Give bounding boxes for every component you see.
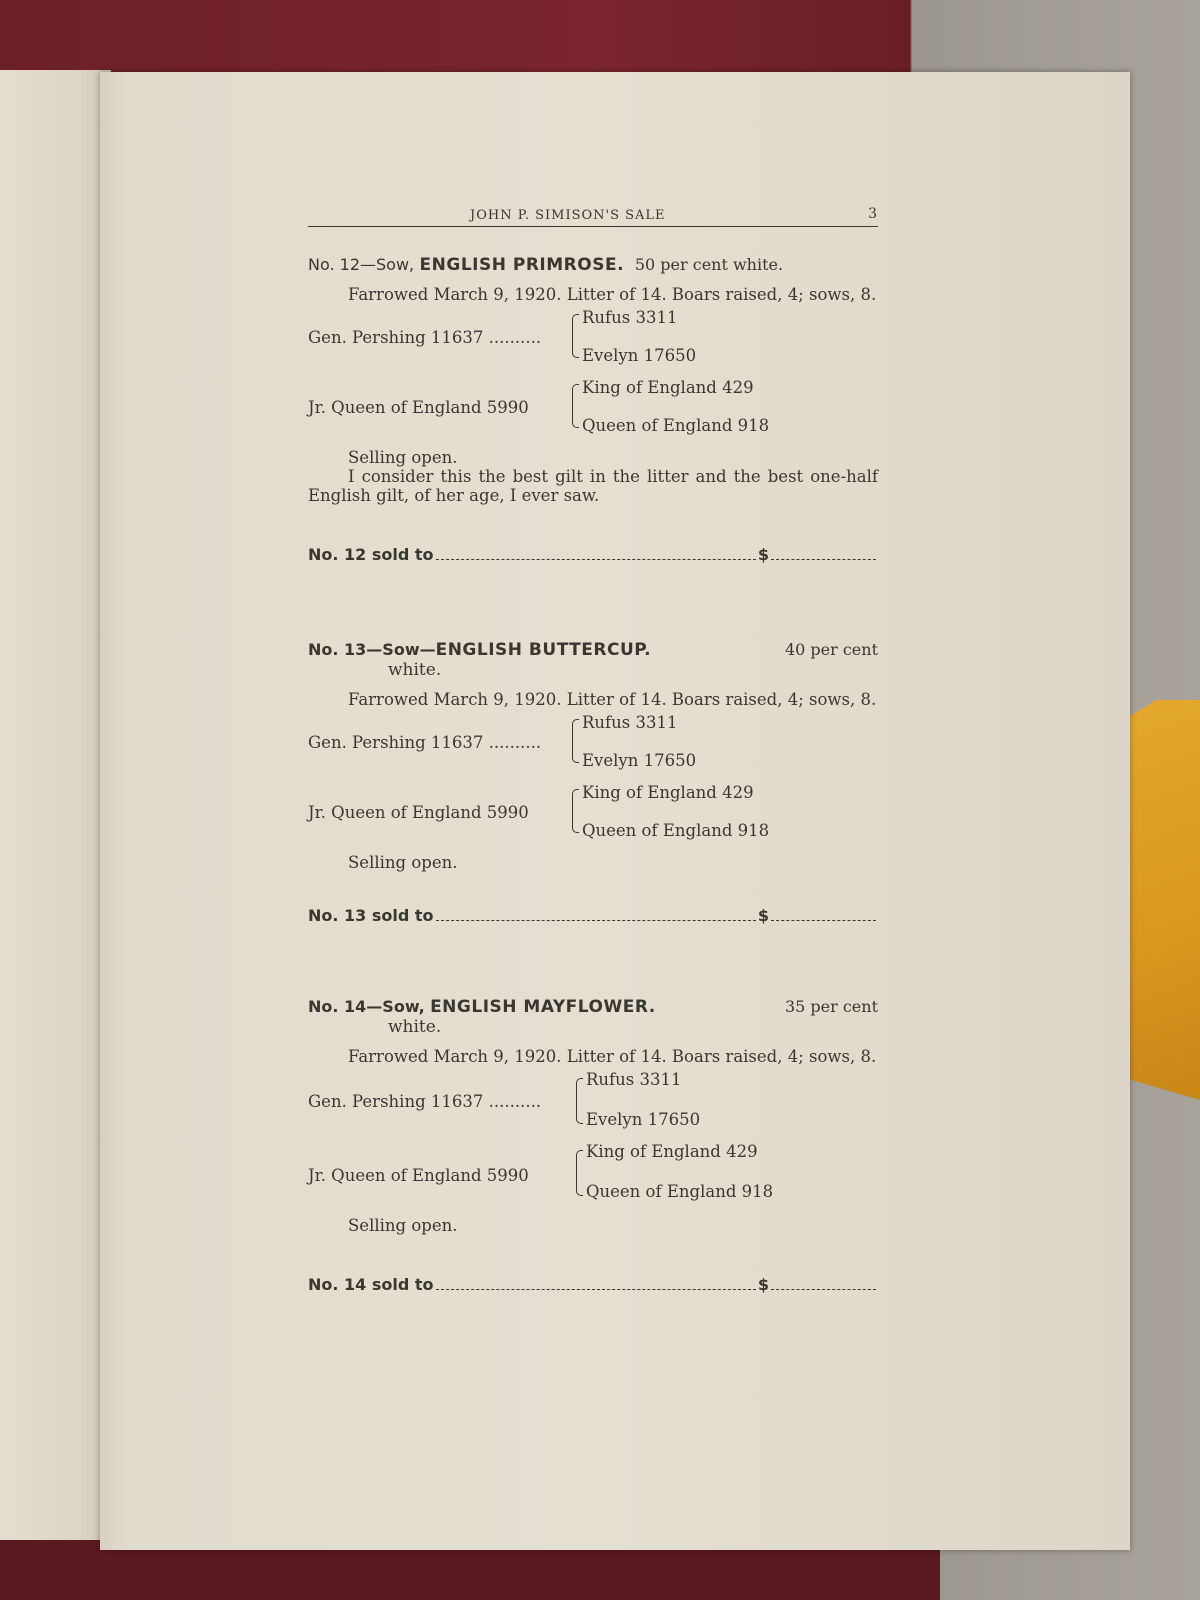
page-number: 3 xyxy=(868,206,878,222)
lot-heading xyxy=(308,640,878,680)
lot-percent-cont: white. xyxy=(388,1017,442,1037)
farrowed-text: Farrowed March 9, 1920. Litter of 14. Boars raised, 4; sows, 8. xyxy=(348,690,877,709)
dam-sire: King of England 429 xyxy=(586,1142,758,1161)
buyer-blank[interactable] xyxy=(436,910,756,921)
dam-dam: Queen of England 918 xyxy=(586,1182,774,1201)
selling-text: Selling open. xyxy=(348,448,458,467)
dam-name: Jr. Queen of England 5990 xyxy=(308,398,529,417)
dam-brace xyxy=(572,384,579,428)
sold-line xyxy=(308,906,878,925)
sire-brace xyxy=(576,1078,583,1124)
dam-dam: Queen of England 918 xyxy=(582,416,770,435)
sold-line xyxy=(308,1275,878,1294)
dam-brace xyxy=(572,789,579,833)
lot-number: No. 14—Sow, xyxy=(308,997,425,1016)
sire-name: Gen. Pershing 11637 .......... xyxy=(308,733,542,752)
page-content xyxy=(308,200,878,1294)
selling-text: Selling open. xyxy=(348,853,458,872)
lot-name: ENGLISH MAYFLOWER. xyxy=(430,997,656,1017)
sire-sire: Rufus 3311 xyxy=(582,713,678,732)
buyer-blank[interactable] xyxy=(436,549,756,560)
dam-dam: Queen of England 918 xyxy=(582,821,770,840)
dam-sire: King of England 429 xyxy=(582,378,754,397)
lot-percent: 40 per cent xyxy=(784,640,878,659)
price-blank[interactable] xyxy=(771,549,876,560)
running-header xyxy=(308,200,878,227)
dam-name: Jr. Queen of England 5990 xyxy=(308,803,529,822)
price-blank[interactable] xyxy=(771,910,876,921)
lot-heading xyxy=(308,997,878,1037)
sire-name: Gen. Pershing 11637 .......... xyxy=(308,328,542,347)
dollar-sign: $ xyxy=(757,1275,769,1294)
header-title: JOHN P. SIMISON'S SALE xyxy=(470,208,666,223)
sire-dam: Evelyn 17650 xyxy=(582,751,697,770)
dam-sire: King of England 429 xyxy=(582,783,754,802)
sold-label: No. 13 sold to xyxy=(308,906,434,925)
dollar-sign: $ xyxy=(757,545,769,564)
left-page-edge xyxy=(0,70,111,1540)
lot-entry-14 xyxy=(308,997,878,1294)
note-text: I consider this the best gilt in the litter and the best one-half English gilt, of her age, I ever saw. xyxy=(308,467,878,505)
lot-entry-13 xyxy=(308,640,878,925)
lot-entry-12 xyxy=(308,255,878,564)
lot-number: No. 13—Sow— xyxy=(308,640,436,659)
sold-line xyxy=(308,545,878,564)
selling-text: Selling open. xyxy=(348,1216,458,1235)
lot-percent: 35 per cent xyxy=(784,997,878,1016)
sire-sire: Rufus 3311 xyxy=(586,1070,682,1089)
lot-number: No. 12—Sow, xyxy=(308,255,415,274)
lot-name: ENGLISH BUTTERCUP. xyxy=(435,640,652,660)
sire-sire: Rufus 3311 xyxy=(582,308,678,327)
lot-heading xyxy=(308,255,878,275)
pedigree xyxy=(308,1070,878,1210)
lot-percent-cont: white. xyxy=(388,660,442,680)
sire-brace xyxy=(572,719,579,763)
pedigree xyxy=(308,713,878,853)
sire-name: Gen. Pershing 11637 .......... xyxy=(308,1092,542,1111)
dollar-sign: $ xyxy=(757,906,769,925)
buyer-blank[interactable] xyxy=(436,1279,756,1290)
sire-brace xyxy=(572,314,579,358)
dam-name: Jr. Queen of England 5990 xyxy=(308,1166,529,1185)
lot-percent: 50 per cent white. xyxy=(634,255,784,274)
pedigree xyxy=(308,308,878,448)
lot-name: ENGLISH PRIMROSE. xyxy=(419,255,625,275)
lot-note xyxy=(308,467,878,505)
farrowed-text: Farrowed March 9, 1920. Litter of 14. Boars raised, 4; sows, 8. xyxy=(348,1047,877,1066)
sire-dam: Evelyn 17650 xyxy=(586,1110,701,1129)
sold-label: No. 12 sold to xyxy=(308,545,434,564)
price-blank[interactable] xyxy=(771,1279,876,1290)
sold-label: No. 14 sold to xyxy=(308,1275,434,1294)
sire-dam: Evelyn 17650 xyxy=(582,346,697,365)
farrowed-text: Farrowed March 9, 1920. Litter of 14. Boars raised, 4; sows, 8. xyxy=(348,285,877,304)
dam-brace xyxy=(576,1150,583,1196)
